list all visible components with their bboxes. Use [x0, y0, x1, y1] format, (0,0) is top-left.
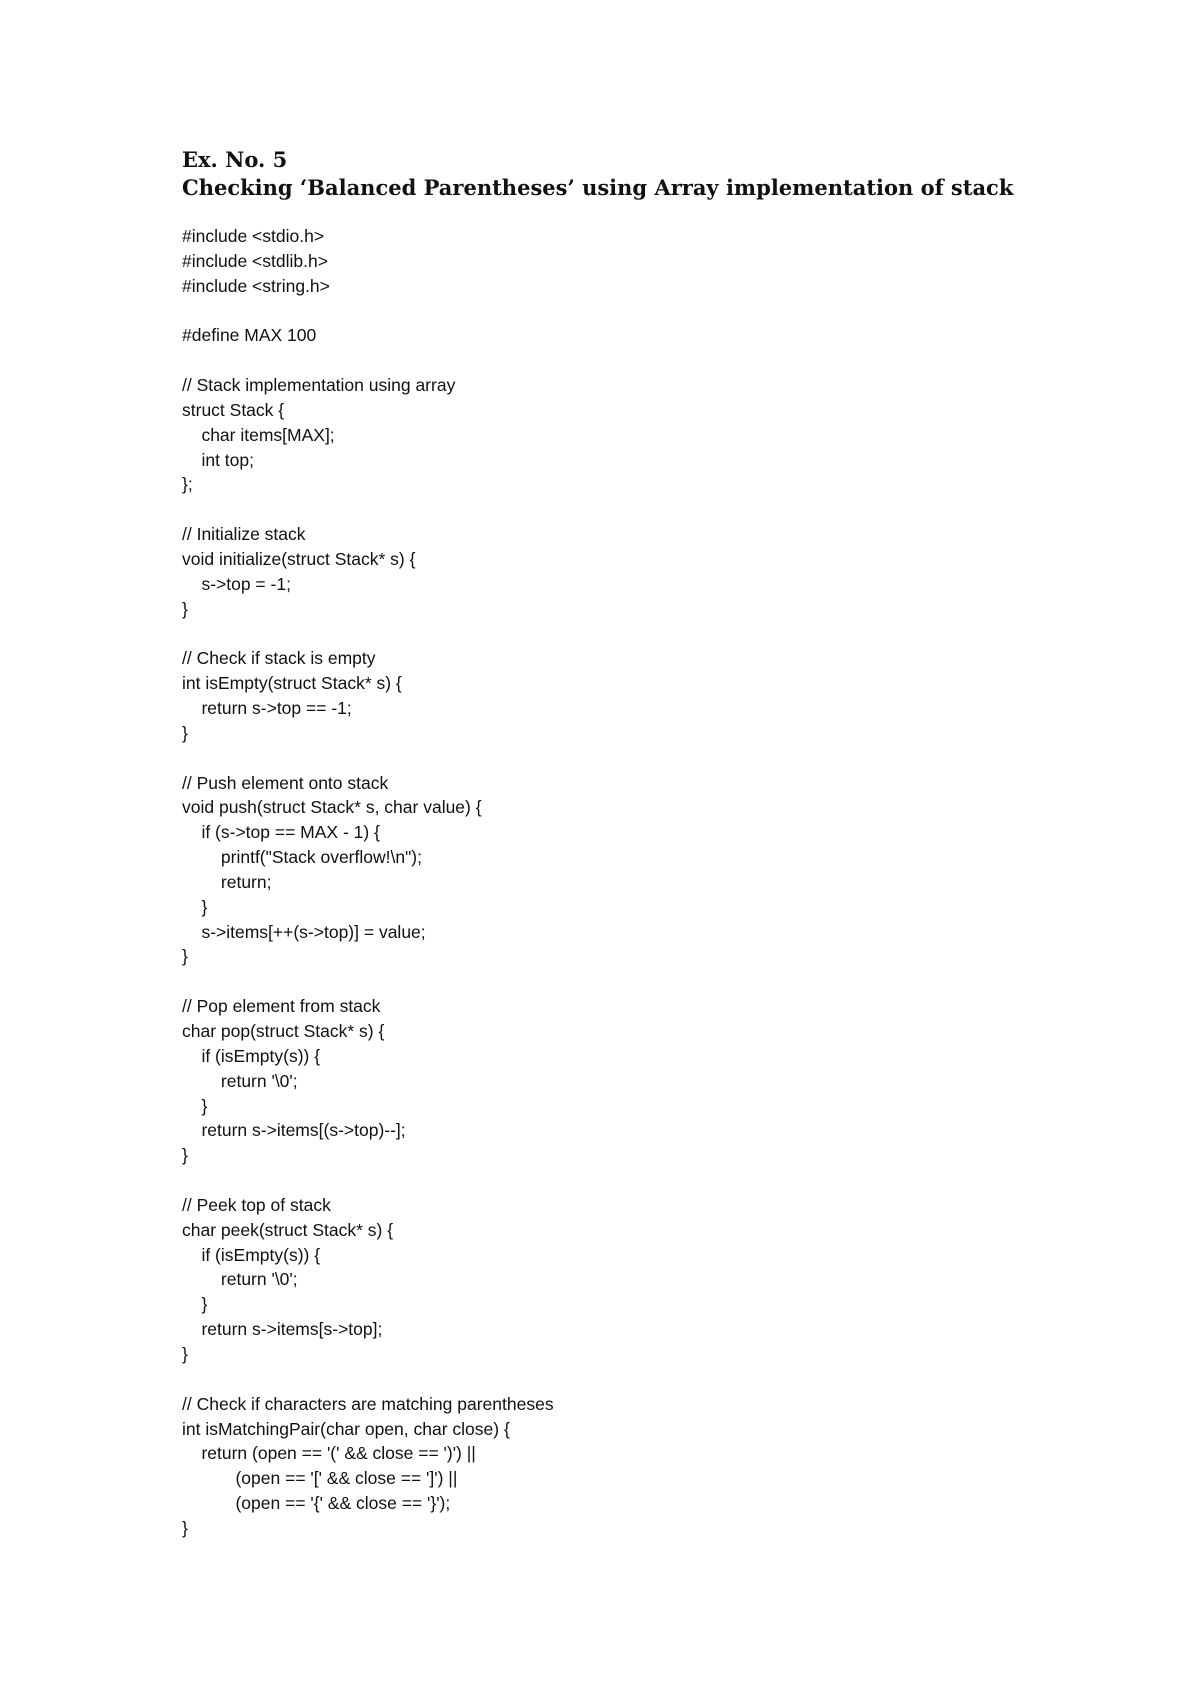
- exercise-number: Ex. No. 5: [182, 147, 288, 172]
- code-line: void initialize(struct Stack* s) {: [182, 548, 416, 569]
- code-line: }: [182, 1343, 188, 1364]
- code-line: // Initialize stack: [182, 524, 306, 545]
- code-line: [182, 1168, 554, 1193]
- code-line: return (open == '(' && close == ')') ||: [182, 1443, 476, 1464]
- code-line: }: [182, 1145, 188, 1166]
- code-line: }: [182, 1095, 208, 1116]
- code-line: }: [182, 1294, 208, 1315]
- code-line: char pop(struct Stack* s) {: [182, 1021, 385, 1041]
- code-line: [182, 497, 554, 522]
- code-line: };: [182, 474, 193, 495]
- code-line: return s->top == -1;: [182, 698, 352, 719]
- code-line: s->top = -1;: [182, 573, 291, 594]
- code-line: if (isEmpty(s)) {: [182, 1244, 321, 1265]
- code-line: [182, 299, 554, 324]
- code-line: #include <string.h>: [182, 275, 330, 296]
- code-line: s->items[++(s->top)] = value;: [182, 921, 426, 942]
- code-line: }: [182, 896, 208, 917]
- code-line: // Check if characters are matching parentheses: [182, 1393, 554, 1414]
- code-line: (open == '[' && close == ']') ||: [182, 1468, 458, 1489]
- code-line: return;: [182, 871, 272, 892]
- code-line: }: [182, 946, 188, 967]
- code-line: if (s->top == MAX - 1) {: [182, 822, 380, 843]
- code-line: }: [182, 722, 188, 743]
- code-line: int top;: [182, 449, 254, 470]
- code-line: }: [182, 1517, 188, 1538]
- code-line: #define MAX 100: [182, 325, 317, 346]
- code-line: return s->items[s->top];: [182, 1319, 383, 1340]
- code-line: struct Stack {: [182, 399, 285, 420]
- code-line: (open == '{' && close == '}');: [182, 1493, 451, 1514]
- code-line: return '\0';: [182, 1269, 298, 1290]
- code-line: }: [182, 598, 188, 619]
- code-line: #include <stdio.h>: [182, 226, 325, 246]
- code-line: return '\0';: [182, 1070, 298, 1091]
- code-line: // Stack implementation using array: [182, 375, 456, 396]
- code-line: char items[MAX];: [182, 424, 335, 445]
- code-line: // Push element onto stack: [182, 772, 389, 793]
- code-line: [182, 969, 554, 994]
- code-listing: [182, 224, 554, 1541]
- code-line: // Check if stack is empty: [182, 648, 376, 669]
- code-line: char peek(struct Stack* s) {: [182, 1219, 394, 1240]
- exercise-title: Checking ‘Balanced Parentheses’ using Array implementation of stack: [182, 175, 1014, 200]
- code-line: return s->items[(s->top)--];: [182, 1120, 406, 1141]
- code-line: [182, 622, 554, 647]
- code-line: int isEmpty(struct Stack* s) {: [182, 673, 402, 694]
- code-line: int isMatchingPair(char open, char close) {: [182, 1418, 510, 1439]
- code-line: // Peek top of stack: [182, 1194, 331, 1215]
- code-line: // Pop element from stack: [182, 996, 381, 1017]
- code-line: [182, 746, 554, 771]
- code-line: if (isEmpty(s)) {: [182, 1045, 321, 1066]
- code-line: #include <stdlib.h>: [182, 250, 328, 271]
- code-line: void push(struct Stack* s, char value) {: [182, 797, 482, 818]
- code-line: [182, 1367, 554, 1392]
- code-line: [182, 348, 554, 373]
- code-line: printf("Stack overflow!\n");: [182, 847, 422, 868]
